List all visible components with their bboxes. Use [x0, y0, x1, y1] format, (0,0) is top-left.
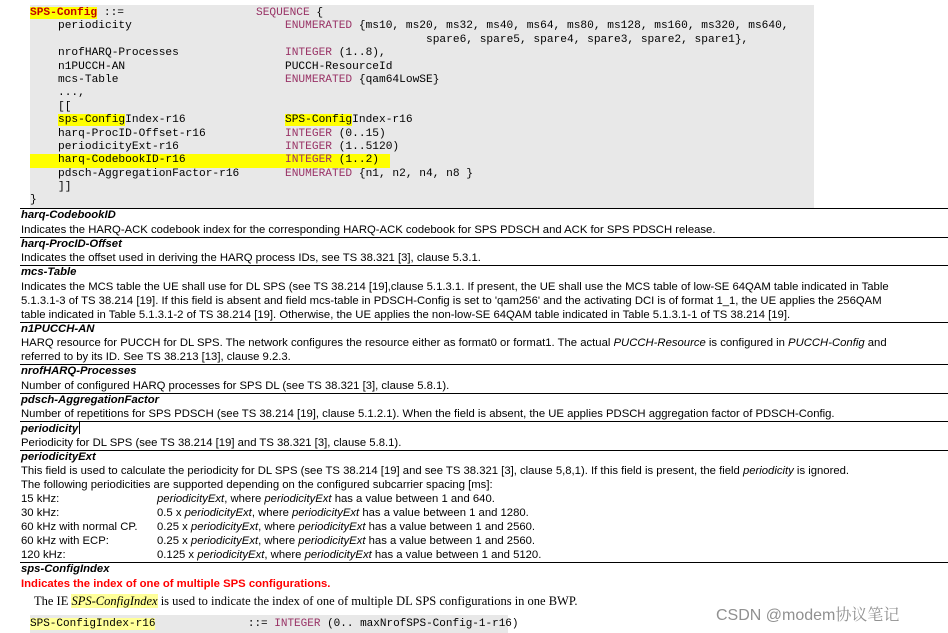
asn1-field-line [30, 141, 400, 154]
field-description: referred to by its ID. See TS 38.213 [13], clause 9.2.3. [21, 351, 291, 363]
subcarrier-spacing: 15 kHz: [21, 493, 60, 505]
asn1-closing-brace: } [30, 194, 37, 206]
ie-description [34, 594, 578, 609]
field-description: Indicates the MCS table the UE shall use for DL SPS (see TS 38.214 [19],clause 5.1.3.1. If present, the UE shall use the MCS table of low-SE 64QAM table indicated in Table [21, 280, 889, 293]
asn1-field-name: n1PUCCH-AN [58, 60, 126, 73]
asn1-field-type: ENUMERATED {n1, n2, n4, n8 } [285, 167, 473, 180]
periodicity-item [21, 534, 948, 548]
asn1-field-name: sps-ConfigIndex-r16 [58, 114, 186, 127]
periodicity-formula: 0.5 x periodicityExt, where periodicityExt has a value between 1 and 1280. [157, 507, 529, 519]
asn1-field-name: ]] [58, 181, 72, 194]
periodicity-formula: 0.25 x periodicityExt, where periodicityExt has a value between 1 and 2560. [157, 535, 536, 547]
ie-name: SPS-ConfigIndex [71, 594, 158, 608]
asn1-field-name: harq-CodebookID-r16 [58, 154, 186, 167]
ie-text: is used to indicate the index of one of multiple DL SPS configurations in one BWP. [157, 594, 578, 608]
asn1-open-brace: { [309, 7, 324, 19]
asn1-field-type: SPS-ConfigIndex-r16 [285, 114, 413, 127]
asn1-field-line [30, 114, 413, 127]
asn1-range: (0.. maxNrofSPS-Config-1-r16) [320, 618, 519, 630]
periodicity-item [21, 506, 948, 520]
field-description: 5.1.3.1-3 of TS 38.214 [19]. If this field is absent and field mcs-table in PDSCH-Config is set to 'qam256' and the activating DCI is of format 1_1, the UE applies the 256QAM [21, 294, 882, 307]
field-name [21, 422, 948, 436]
asn1-field-type: INTEGER (0..15) [285, 127, 386, 140]
field-row [20, 563, 948, 591]
asn1-field-line [30, 47, 390, 60]
field-row [20, 238, 948, 267]
periodicity-formula: periodicityExt, where periodicityExt has a value between 1 and 640. [157, 493, 495, 505]
asn1-type-name: SPS-Config [30, 7, 98, 19]
asn1-header-line [30, 7, 324, 20]
field-row [20, 394, 948, 423]
desc-text: is ignored. [793, 465, 850, 477]
field-row [20, 323, 948, 366]
desc-text: is configured in [705, 337, 789, 349]
field-row [20, 451, 948, 564]
asn1-field-line [30, 154, 390, 167]
asn1-field-type: spare6, spare5, spare4, spare3, spare2, spare1}, [426, 33, 749, 46]
field-row [20, 365, 948, 394]
periodicity-item [21, 548, 948, 562]
subcarrier-spacing: 60 kHz with normal CP. [21, 521, 138, 533]
field-description-table [20, 208, 948, 591]
field-description [21, 336, 948, 350]
desc-text: This field is used to calculate the periodicity for DL SPS (see TS 38.214 [19] and see TS 38.321 [3], clause 5,8,1). If this field is present, the field [21, 465, 743, 477]
asn1-field-type: INTEGER (1..2) [285, 154, 379, 167]
asn1-assign: ::= [97, 7, 124, 19]
desc-text: and [864, 337, 887, 349]
field-name: periodicityExt [21, 450, 96, 463]
field-row [20, 208, 948, 238]
field-name: pdsch-AggregationFactor [21, 393, 160, 406]
field-description: Number of configured HARQ processes for SPS DL (see TS 38.321 [3], clause 5.8.1). [21, 379, 450, 392]
field-name: harq-ProcID-Offset [21, 237, 122, 250]
asn1-field-name: mcs-Table [58, 74, 119, 86]
asn1-field-name: [[ [58, 100, 72, 113]
ie-text: The IE [34, 594, 72, 608]
field-name: nrofHARQ-Processes [21, 365, 137, 377]
field-description [21, 464, 948, 478]
field-row [20, 266, 948, 323]
asn1-code-line [30, 615, 519, 633]
field-description: table indicated in Table 5.1.3.1-2 of TS 38.214 [19]. Otherwise, the UE applies the non-low-SE 64QAM table indicated in Table 5.1.3.1-1 of TS 38.214 [19]. [21, 308, 791, 321]
text-cursor [79, 422, 80, 434]
asn1-field-line [30, 33, 749, 47]
watermark: CSDN @modem协议笔记 [716, 607, 900, 624]
periodicity-item [21, 520, 948, 534]
field-description: Indicates the HARQ-ACK codebook index for the corresponding HARQ-ACK codebook for SPS PDSCH and ACK for SPS PDSCH release. [21, 223, 716, 236]
periodicity-item [21, 492, 948, 506]
asn1-field-name: nrofHARQ-Processes [58, 47, 179, 60]
asn1-field-name: periodicityExt-r16 [58, 141, 179, 153]
field-name: mcs-Table [21, 266, 77, 278]
field-description: Number of repetitions for SPS PDSCH (see TS 38.214 [19], clause 5.1.2.1). When the field is absent, the UE applies PDSCH aggregation factor of PDSCH-Config. [21, 408, 835, 420]
asn1-field-name: harq-ProcID-Offset-r16 [58, 127, 206, 140]
subcarrier-spacing: 60 kHz with ECP: [21, 535, 109, 547]
asn1-field-type: ENUMERATED {qam64LowSE} [285, 74, 440, 86]
asn1-type-name: SPS-ConfigIndex-r16 [30, 618, 156, 630]
asn1-field-line [30, 20, 789, 33]
desc-term: PUCCH-Config [788, 337, 865, 349]
subcarrier-spacing: 120 kHz: [21, 549, 66, 561]
asn1-field-line [30, 101, 390, 114]
field-name: sps-ConfigIndex [21, 563, 110, 575]
asn1-field-type: INTEGER (1..8), [285, 47, 386, 60]
asn1-field-name: pdsch-AggregationFactor-r16 [58, 167, 240, 180]
asn1-sequence-keyword: SEQUENCE [256, 7, 310, 19]
field-description-red: Indicates the index of one of multiple SPS configurations. [21, 577, 331, 590]
desc-term: PUCCH-Resource [613, 337, 706, 349]
asn1-field-type: ENUMERATED {ms10, ms20, ms32, ms40, ms64, ms80, ms128, ms160, ms320, ms640, [285, 20, 789, 33]
asn1-field-line [30, 74, 440, 87]
field-description: Indicates the offset used in deriving the HARQ process IDs, see TS 38.321 [3], clause 5.3.1. [21, 252, 481, 264]
asn1-assign: ::= [155, 618, 275, 630]
subcarrier-spacing: 30 kHz: [21, 507, 60, 519]
periodicity-formula: 0.125 x periodicityExt, where periodicityExt has a value between 1 and 5120. [157, 549, 542, 561]
asn1-keyword: INTEGER [274, 618, 321, 630]
field-name: harq-CodebookID [21, 209, 116, 221]
asn1-field-line [30, 87, 390, 100]
field-row [20, 422, 948, 451]
field-description: Periodicity for DL SPS (see TS 38.214 [19] and TS 38.321 [3], clause 5.8.1). [21, 436, 402, 449]
asn1-code-block [30, 5, 814, 208]
asn1-field-line [30, 60, 393, 74]
field-name: n1PUCCH-AN [21, 322, 95, 335]
asn1-field-line [30, 167, 473, 181]
asn1-field-line [30, 128, 390, 141]
desc-text: HARQ resource for PUCCH for DL SPS. The network configures the resource either as format0 or format1. The actual [21, 337, 614, 349]
asn1-field-name: ..., [58, 87, 85, 100]
field-name-text: periodicity [21, 423, 79, 435]
periodicity-list [21, 492, 948, 562]
asn1-field-type: PUCCH-ResourceId [285, 60, 393, 73]
field-description: The following periodicities are supported depending on the configured subcarrier spacing [ms]: [21, 479, 493, 491]
asn1-field-name: periodicity [58, 20, 132, 33]
periodicity-formula: 0.25 x periodicityExt, where periodicityExt has a value between 1 and 2560. [157, 521, 536, 533]
asn1-field-line [30, 181, 390, 194]
desc-term: periodicity [742, 465, 794, 477]
asn1-field-type: INTEGER (1..5120) [285, 141, 400, 153]
